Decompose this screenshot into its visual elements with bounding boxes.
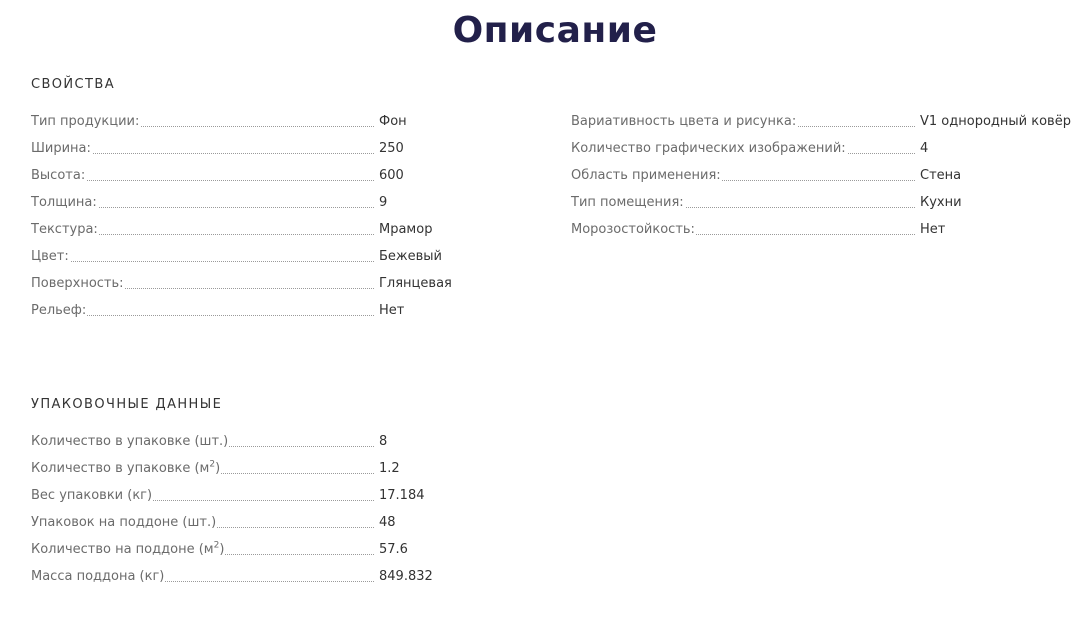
property-row	[31, 140, 531, 167]
property-row	[31, 221, 531, 248]
property-value: Нет	[920, 222, 946, 237]
packaging-heading: УПАКОВОЧНЫЕ ДАННЫЕ	[31, 397, 223, 412]
packaging-row	[31, 541, 531, 568]
property-label: Область применения:	[571, 168, 721, 183]
property-row	[571, 167, 1081, 194]
property-row	[571, 113, 1081, 140]
packaging-label: Масса поддона (кг)	[31, 569, 165, 584]
leader-dots	[31, 261, 374, 262]
property-value: Стена	[920, 168, 962, 183]
property-value: V1 однородный ковёр	[920, 114, 1071, 129]
properties-left-column	[31, 113, 531, 329]
packaging-row	[31, 433, 531, 460]
property-value: 4	[920, 141, 929, 156]
packaging-row	[31, 514, 531, 541]
property-label: Поверхность:	[31, 276, 124, 291]
packaging-value: 48	[379, 515, 396, 530]
packaging-value: 8	[379, 434, 388, 449]
property-label: Вариативность цвета и рисунка:	[571, 114, 797, 129]
packaging-label: Количество в упаковке (шт.)	[31, 434, 229, 449]
packaging-row	[31, 487, 531, 514]
property-label: Толщина:	[31, 195, 97, 210]
property-value: Бежевый	[379, 249, 443, 264]
packaging-value: 1.2	[379, 461, 400, 476]
property-row	[571, 194, 1081, 221]
property-label: Количество графических изображений:	[571, 141, 846, 156]
property-label: Ширина:	[31, 141, 91, 156]
property-value: 9	[379, 195, 388, 210]
property-row	[31, 275, 531, 302]
packaging-label: Количество на поддоне $(м^2)$	[31, 540, 225, 557]
property-row	[31, 302, 531, 329]
property-value: Кухни	[920, 195, 962, 210]
packaging-value: 57.6	[379, 542, 408, 557]
property-row	[31, 113, 531, 140]
property-label: Морозостойкость:	[571, 222, 695, 237]
packaging-label: Количество в упаковке $(м^2)$	[31, 459, 221, 476]
property-label: Тип продукции:	[31, 114, 140, 129]
property-label: Высота:	[31, 168, 86, 183]
properties-heading: СВОЙСТВА	[31, 77, 115, 92]
packaging-value: 849.832	[379, 569, 433, 584]
property-row	[31, 194, 531, 221]
property-label: Рельеф:	[31, 303, 87, 318]
property-value: Нет	[379, 303, 405, 318]
packaging-value: 17.184	[379, 488, 425, 503]
property-row	[571, 221, 1081, 248]
property-value: Мрамор	[379, 222, 433, 237]
packaging-row	[31, 460, 531, 487]
property-label: Тип помещения:	[571, 195, 684, 210]
property-row	[31, 248, 531, 275]
property-label: Текстура:	[31, 222, 98, 237]
property-value: 600	[379, 168, 404, 183]
packaging-row	[31, 568, 531, 595]
property-value: Фон	[379, 114, 407, 129]
page-title: Описание	[452, 10, 658, 51]
packaging-label: Упаковок на поддоне (шт.)	[31, 515, 217, 530]
property-label: Цвет:	[31, 249, 69, 264]
property-value: 250	[379, 141, 404, 156]
property-row	[571, 140, 1081, 167]
packaging-column	[31, 433, 531, 595]
packaging-label: Вес упаковки (кг)	[31, 488, 153, 503]
property-value: Глянцевая	[379, 276, 452, 291]
properties-right-column	[571, 113, 1081, 248]
property-row	[31, 167, 531, 194]
